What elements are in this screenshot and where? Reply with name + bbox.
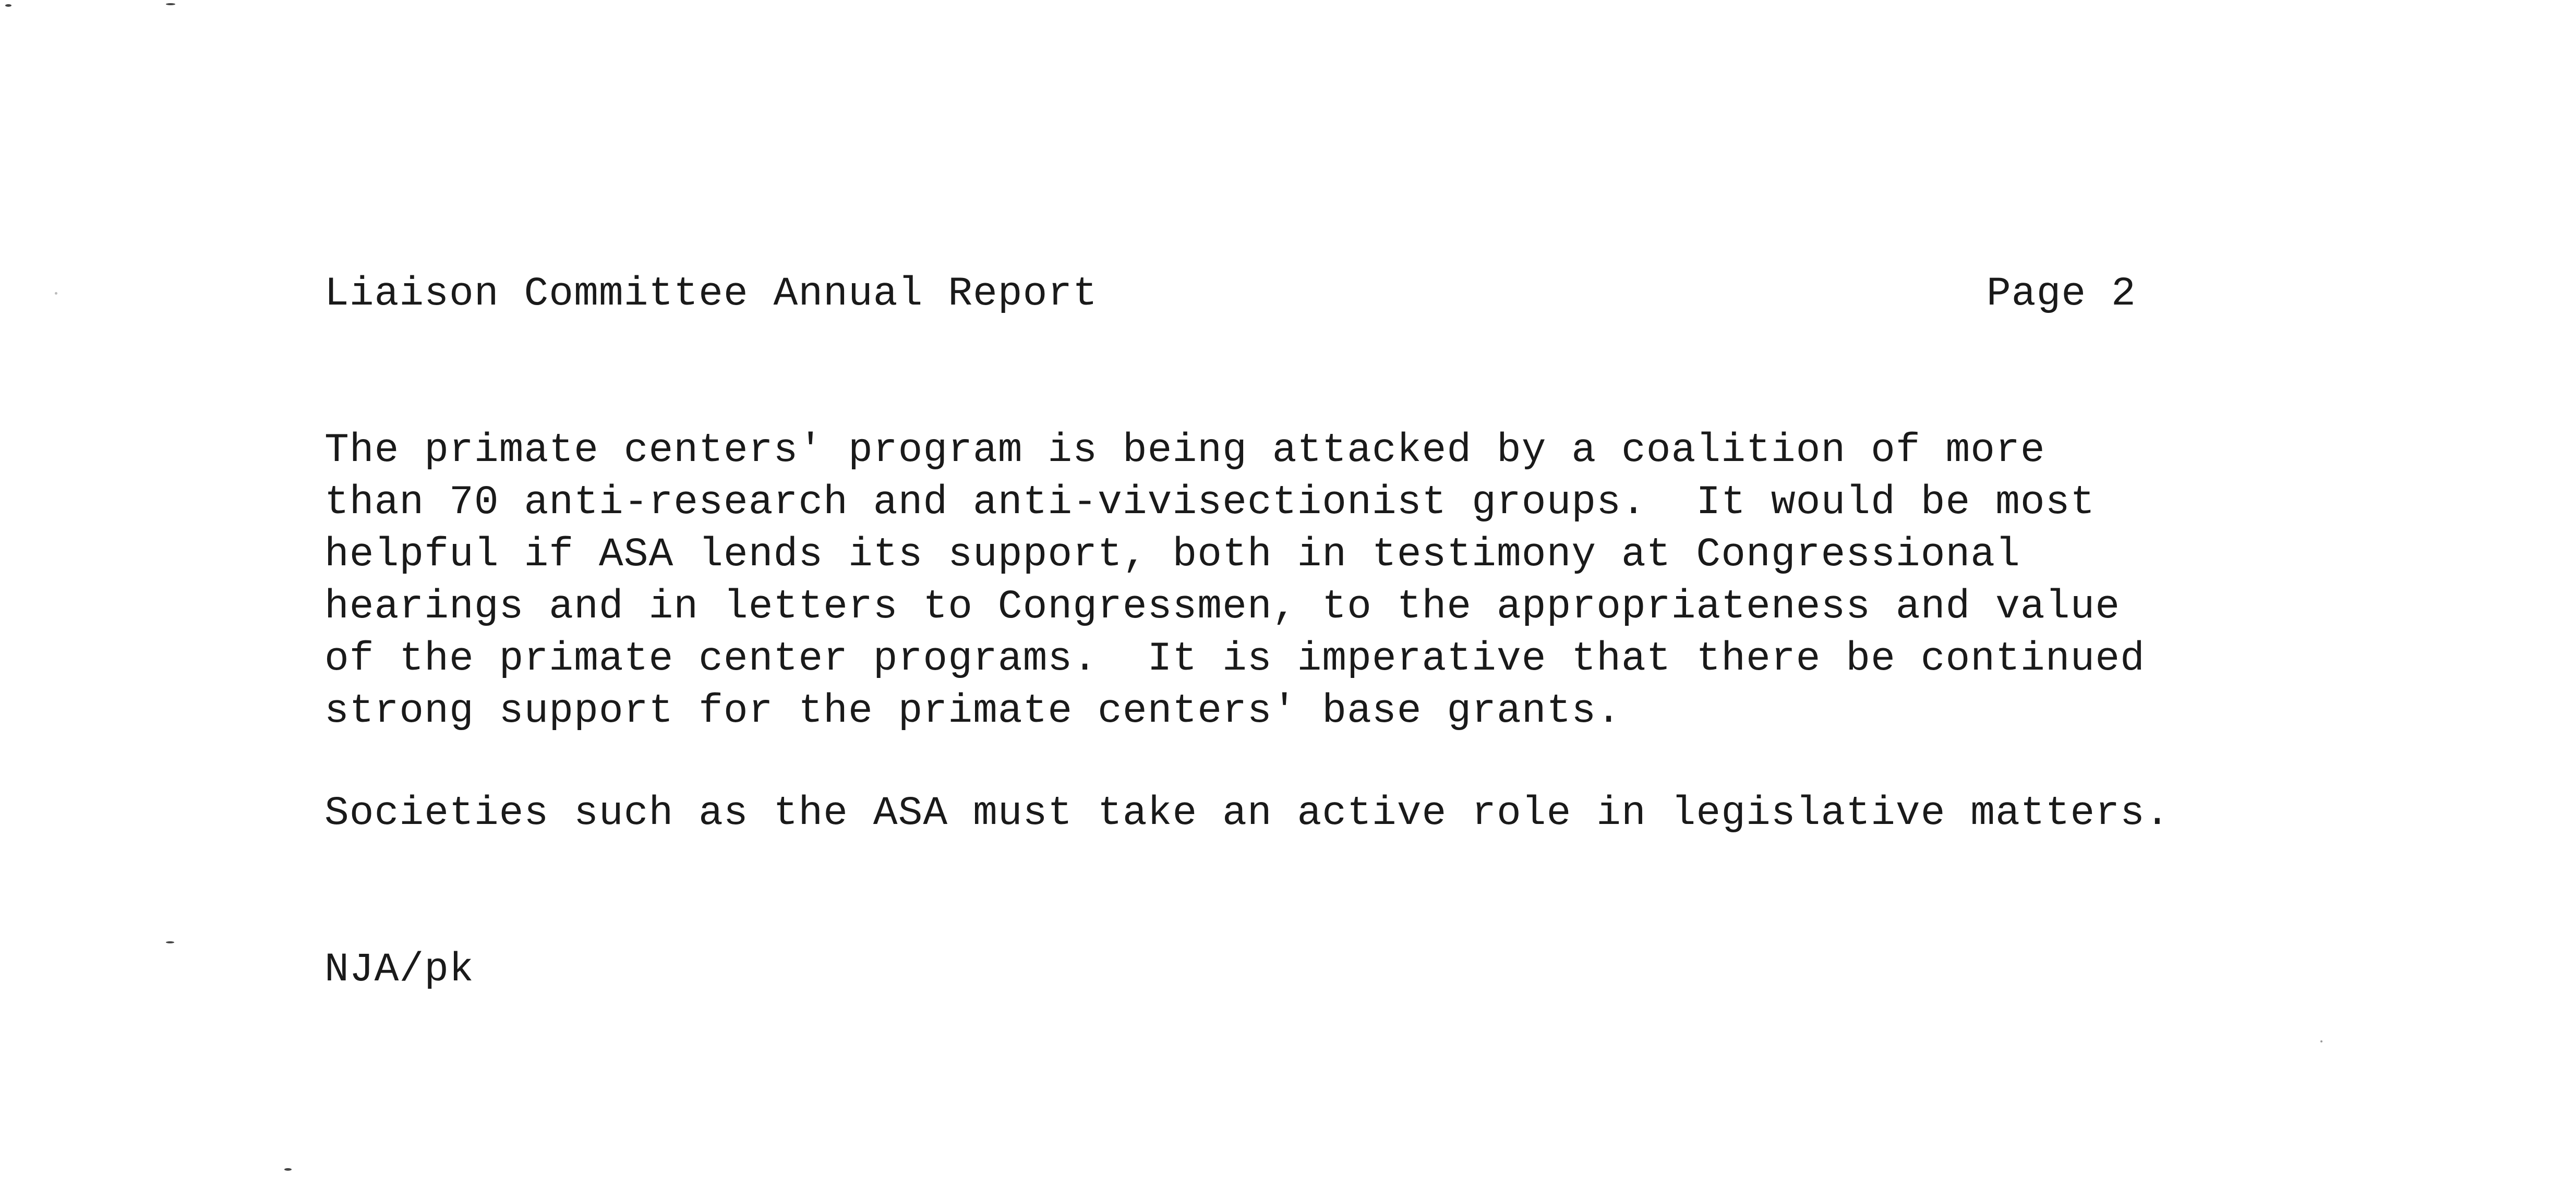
paragraph-line: than 70 anti-research and anti-vivisectionist groups. It would be most <box>324 480 2096 526</box>
paragraph-line: The primate centers' program is being attacked by a coalition of more <box>324 428 2045 474</box>
scan-mark <box>2320 1040 2322 1042</box>
body-paragraph-2 <box>324 787 2307 840</box>
paragraph-line: Societies such as the ASA must take an active role in legislative matters. <box>324 791 2170 836</box>
paragraph-line: helpful if ASA lends its support, both in testimony at Congressional <box>324 532 2020 578</box>
scan-mark <box>166 3 175 5</box>
paragraph-line: of the primate center programs. It is imperative that there be continued <box>324 636 2145 682</box>
scan-mark <box>5 4 11 7</box>
scan-mark <box>166 941 174 943</box>
body-paragraph-1 <box>324 424 2307 737</box>
page-number: Page 2 <box>1987 271 2136 317</box>
report-title: Liaison Committee Annual Report <box>324 271 1098 317</box>
scan-mark <box>284 1168 292 1171</box>
paragraph-line: hearings and in letters to Congressmen, to the appropriateness and value <box>324 584 2121 630</box>
scan-mark <box>55 292 57 295</box>
paragraph-line: strong support for the primate centers' base grants. <box>324 688 1621 734</box>
author-initials: NJA/pk <box>324 947 474 993</box>
